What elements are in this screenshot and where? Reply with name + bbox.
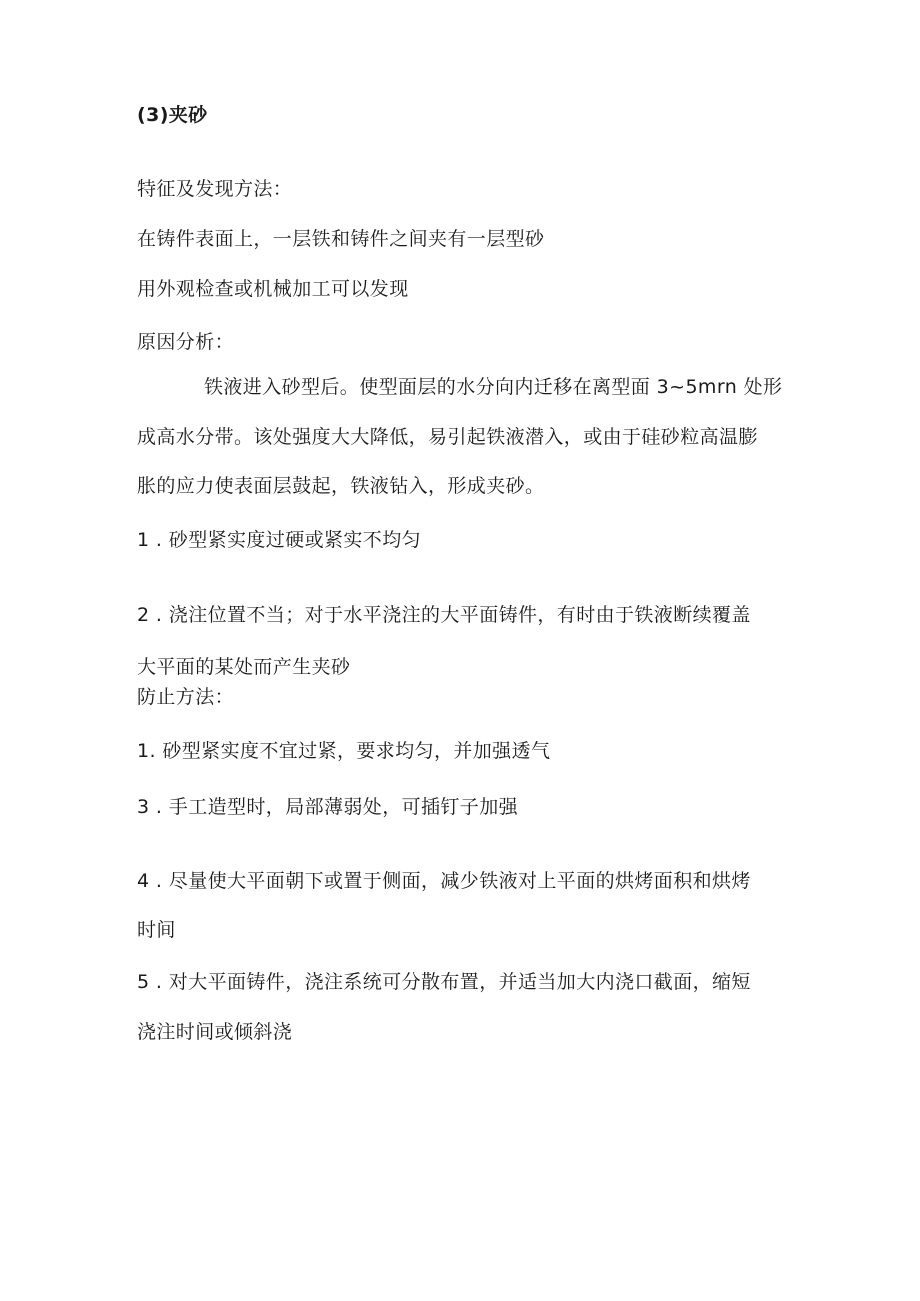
prevention-label: 防止方法： xyxy=(137,686,235,708)
features-label: 特征及发现方法： xyxy=(137,178,293,200)
cause-paragraph-line-2: 成高水分带。该处强度大大降低，易引起铁液潜入，或由于硅砂粒高温膨 xyxy=(137,426,758,448)
prevention-item-4-line-1: 4 . 尽量使大平面朝下或置于侧面，减少铁液对上平面的烘烤面积和烘烤 xyxy=(137,870,751,892)
cause-item-2-line-2: 大平面的某处而产生夹砂 xyxy=(137,656,351,678)
cause-paragraph-line-1: 铁液进入砂型后。使型面层的水分向内迁移在离型面 3~5mrn 处形 xyxy=(204,376,783,398)
cause-paragraph-line-3: 胀的应力使表面层鼓起，铁液钻入，形成夹砂。 xyxy=(137,475,545,497)
prevention-item-4-line-2: 时间 xyxy=(137,919,176,941)
prevention-item-1: 1. 砂型紧实度不宜过紧，要求均匀，并加强透气 xyxy=(137,740,551,762)
cause-item-1: 1 . 砂型紧实度过硬或紧实不均匀 xyxy=(137,529,422,551)
feature-line-2: 用外观检查或机械加工可以发现 xyxy=(137,278,409,300)
prevention-item-3: 3 . 手工造型时，局部薄弱处，可插钉子加强 xyxy=(137,796,519,818)
prevention-item-5-line-1: 5 . 对大平面铸件，浇注系统可分散布置，并适当加大内浇口截面，缩短 xyxy=(137,971,751,993)
prevention-item-5-line-2: 浇注时间或倾斜浇 xyxy=(137,1021,293,1043)
cause-label: 原因分析： xyxy=(137,331,235,353)
section-heading: (3)夹砂 xyxy=(137,104,208,126)
cause-item-2-line-1: 2 . 浇注位置不当；对于水平浇注的大平面铸件，有时由于铁液断续覆盖 xyxy=(137,604,751,626)
feature-line-1: 在铸件表面上，一层铁和铸件之间夹有一层型砂 xyxy=(137,228,545,250)
